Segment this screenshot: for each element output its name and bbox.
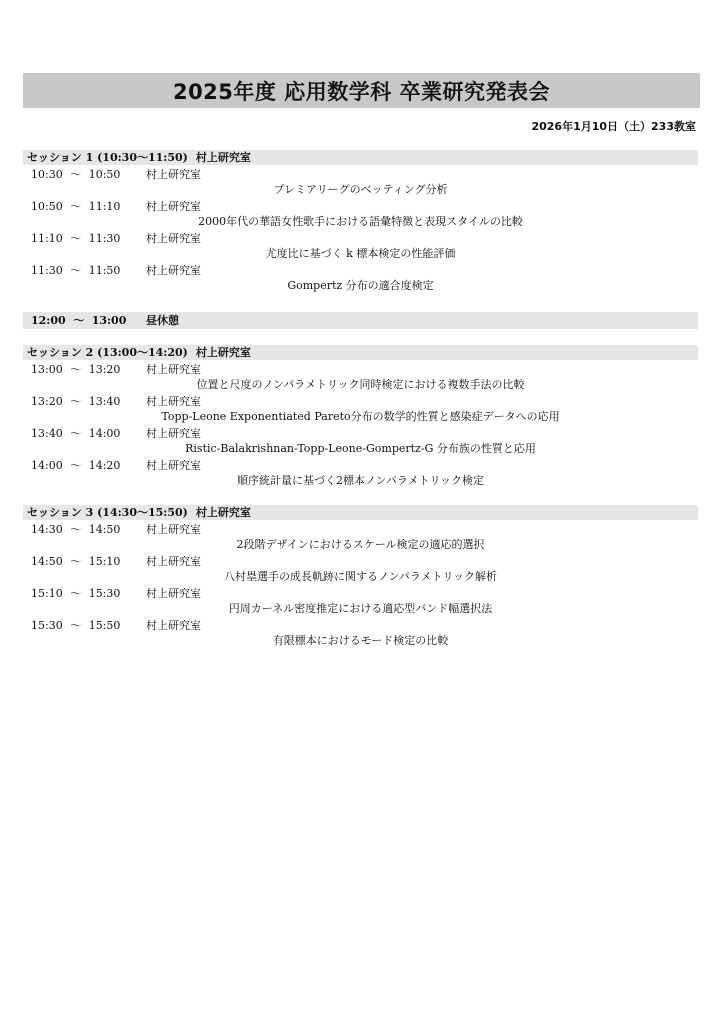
talk-time: 13:40 〜 14:00 [31, 427, 121, 440]
session-2 [23, 345, 698, 488]
talk-title: 順序統計量に基づく2標本ノンパラメトリック検定 [236, 474, 485, 487]
talk-row [23, 261, 698, 293]
talk-title: 尤度比に基づく k 標本検定の性能評価 [265, 247, 456, 260]
talk-time: 14:50 〜 15:10 [31, 555, 121, 568]
session-header [23, 345, 698, 360]
session-3 [23, 505, 698, 648]
talk-lab: 村上研究室 [146, 264, 201, 277]
talk-time: 10:30 〜 10:50 [31, 168, 121, 181]
session-header [23, 505, 698, 520]
talk-lab: 村上研究室 [146, 427, 201, 440]
session-label: セッション 2 (13:00〜14:20) [27, 346, 188, 359]
talk-row [23, 424, 698, 456]
talk-lab: 村上研究室 [146, 619, 201, 632]
lunch-break [23, 312, 698, 329]
talk-row [23, 197, 698, 229]
talk-title: 2段階デザインにおけるスケール検定の適応的選択 [236, 538, 485, 551]
talk-time: 15:10 〜 15:30 [31, 587, 121, 600]
talk-title: Topp-Leone Exponentiated Pareto分布の数学的性質と感染症データへの応用 [161, 410, 560, 423]
talk-title: 位置と尺度のノンパラメトリック同時検定における複数手法の比較 [196, 378, 525, 391]
talk-lab: 村上研究室 [146, 395, 201, 408]
talk-title: Gompertz 分布の適合度検定 [287, 279, 434, 292]
talk-row [23, 520, 698, 552]
talk-time: 13:20 〜 13:40 [31, 395, 121, 408]
talk-time: 11:10 〜 11:30 [31, 232, 121, 245]
talk-lab: 村上研究室 [146, 232, 201, 245]
talk-time: 14:30 〜 14:50 [31, 523, 121, 536]
talk-row [23, 165, 698, 197]
talk-time: 14:00 〜 14:20 [31, 459, 121, 472]
talk-title: 八村塁選手の成長軌跡に関するノンパラメトリック解析 [223, 570, 498, 583]
session-header [23, 150, 698, 165]
talk-lab: 村上研究室 [146, 200, 201, 213]
talk-time: 15:30 〜 15:50 [31, 619, 121, 632]
talk-row [23, 229, 698, 261]
session-room: 村上研究室 [195, 506, 251, 519]
session-label: セッション 3 (14:30〜15:50) [27, 506, 188, 519]
talk-lab: 村上研究室 [146, 555, 201, 568]
talk-lab: 村上研究室 [146, 363, 201, 376]
talk-row [23, 392, 698, 424]
talk-row [23, 616, 698, 648]
talk-time: 11:30 〜 11:50 [31, 264, 121, 277]
session-room: 村上研究室 [195, 346, 251, 359]
talk-row [23, 360, 698, 392]
talk-lab: 村上研究室 [146, 168, 201, 181]
talk-row [23, 456, 698, 488]
talk-row [23, 552, 698, 584]
talk-lab: 村上研究室 [146, 587, 201, 600]
talk-lab: 村上研究室 [146, 459, 201, 472]
talk-lab: 村上研究室 [146, 523, 201, 536]
session-room: 村上研究室 [195, 151, 251, 164]
talk-time: 10:50 〜 11:10 [31, 200, 121, 213]
session-label: セッション 1 (10:30〜11:50) [27, 151, 188, 164]
talk-row [23, 584, 698, 616]
break-label: 昼休憩 [146, 314, 179, 327]
break-time: 12:00 〜 13:00 [31, 314, 127, 327]
talk-title: Ristic-Balakrishnan-Topp-Leone-Gompertz-G 分布族の性質と応用 [185, 442, 536, 455]
title-bar [23, 73, 700, 108]
session-1 [23, 150, 698, 293]
event-date: 2026年1月10日（土）233教室 [531, 120, 696, 133]
talk-title: 2000年代の華語女性歌手における語彙特徴と表現スタイルの比較 [198, 215, 523, 228]
talk-title: プレミアリーグのベッティング分析 [273, 183, 448, 196]
page-title: 2025年度 応用数学科 卒業研究発表会 [172, 79, 551, 104]
talk-time: 13:00 〜 13:20 [31, 363, 121, 376]
talk-title: 円周カーネル密度推定における適応型バンド幅選択法 [228, 602, 493, 615]
talk-title: 有限標本におけるモード検定の比較 [272, 634, 449, 647]
